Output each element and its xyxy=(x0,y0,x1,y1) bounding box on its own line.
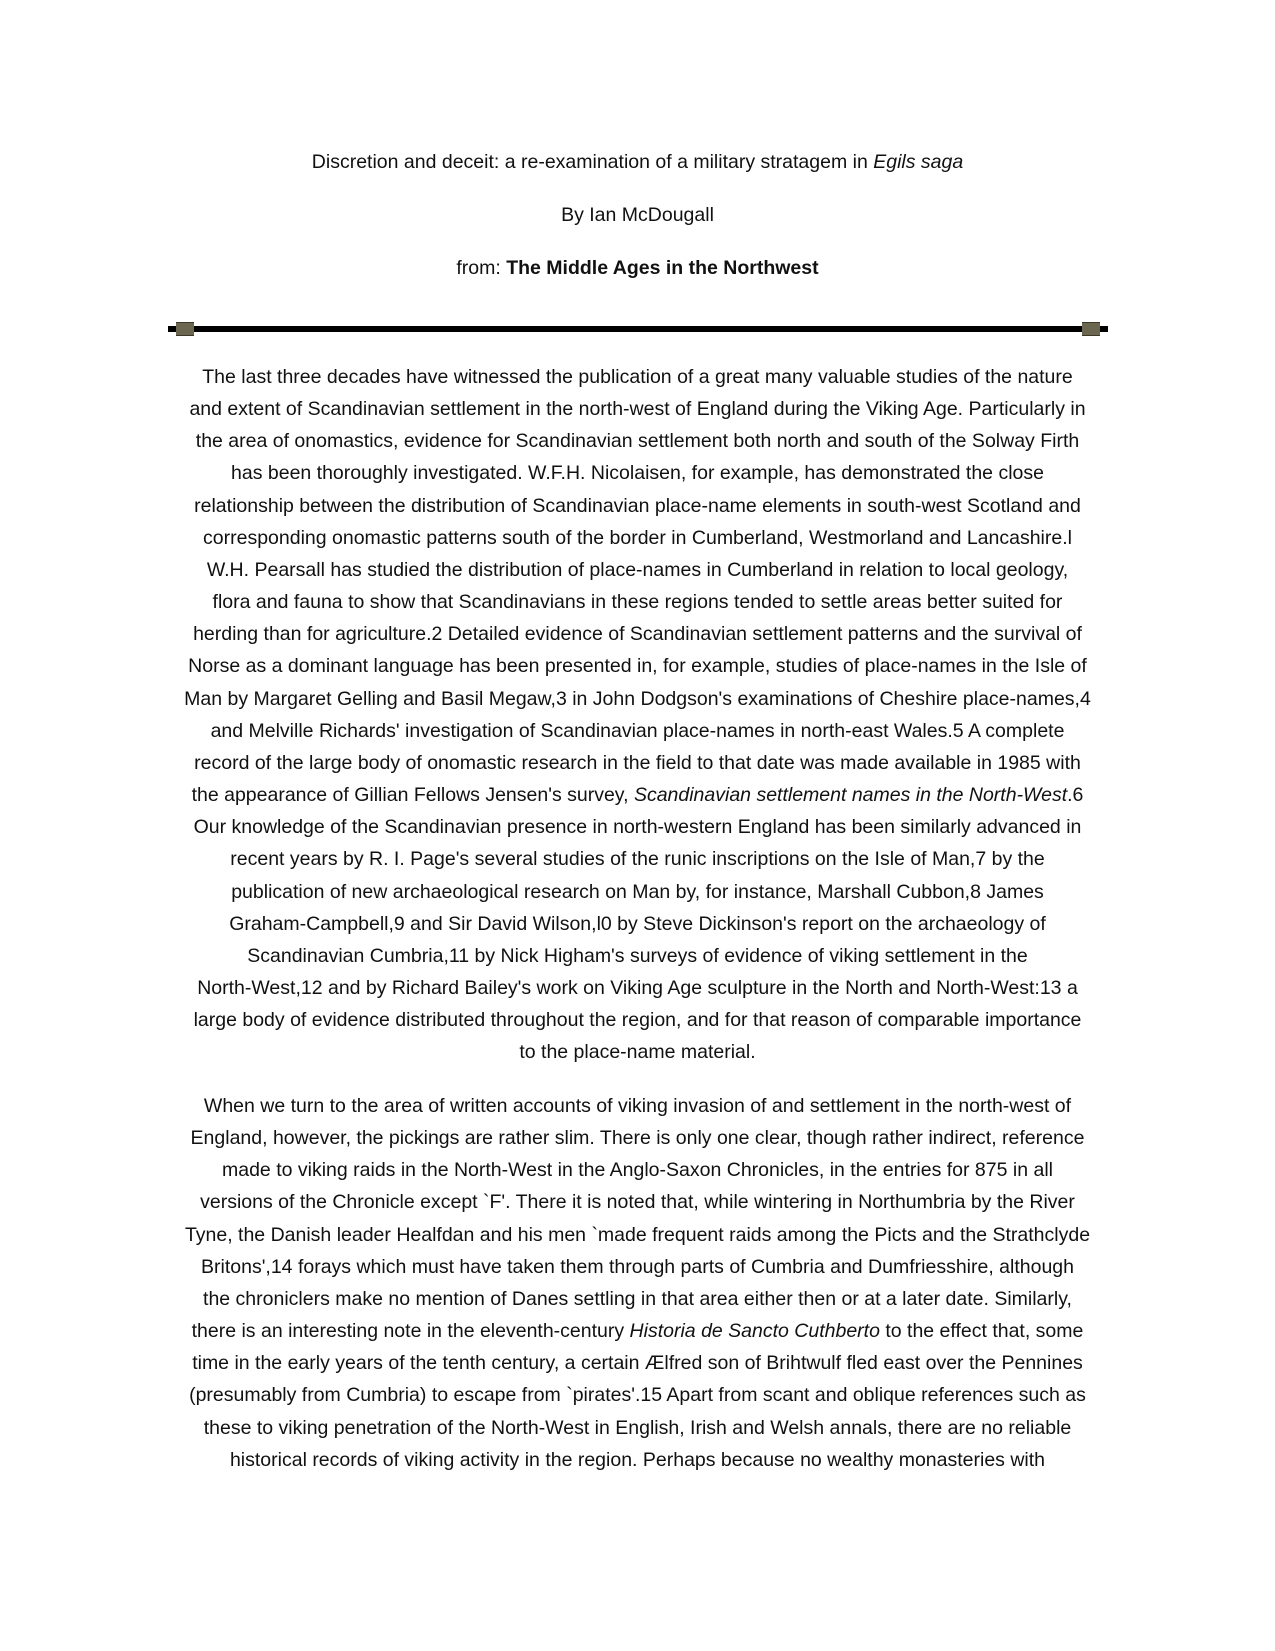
paragraph-line: Man by Margaret Gelling and Basil Megaw,3 in John Dodgson's examinations of Cheshire place-names,4 xyxy=(184,687,1091,710)
paragraph-line: Graham-Campbell,9 and Sir David Wilson,l0 by Steve Dickinson's report on the archaeology of xyxy=(229,912,1046,935)
paragraph-line: flora and fauna to show that Scandinavians in these regions tended to settle areas better suited for xyxy=(212,591,1063,614)
source-book-title: The Middle Ages in the Northwest xyxy=(506,257,819,279)
paragraph-line: North-West,12 and by Richard Bailey's work on Viking Age sculpture in the North and North-West:13 a xyxy=(197,976,1078,999)
paragraph-line: (presumably from Cumbria) to escape from `pirates'.15 Apart from scant and oblique references such as xyxy=(189,1384,1086,1407)
paragraph-line: historical records of viking activity in the region. Perhaps because no wealthy monasteries with xyxy=(229,1448,1046,1471)
paragraph-line: England, however, the pickings are rather slim. There is only one clear, though rather indirect, reference xyxy=(190,1127,1085,1150)
paragraph-line: the chroniclers make no mention of Danes settling in that area either then or at a later date. Similarly, xyxy=(203,1287,1072,1310)
paragraph-line: When we turn to the area of written accounts of viking invasion of and settlement in the north-west of xyxy=(203,1095,1072,1117)
paragraph-line: these to viking penetration of the North-West in English, Irish and Welsh annals, there are no reliable xyxy=(203,1416,1072,1439)
paragraph-line: versions of the Chronicle except `F'. There it is noted that, while wintering in Northumbria by the River xyxy=(200,1191,1075,1214)
paragraph-line: Britons',14 forays which must have taken them through parts of Cumbria and Dumfriesshire, although xyxy=(201,1255,1074,1278)
line-text: to the effect that, some xyxy=(879,1320,1084,1343)
paragraph-line: corresponding onomastic patterns south of the border in Cumberland, Westmorland and Lancashire.l xyxy=(203,526,1072,549)
paragraph-line: and extent of Scandinavian settlement in the north-west of England during the Viking Age. Particularly in xyxy=(189,398,1086,421)
paragraph-line-with-citation xyxy=(140,1315,1135,1347)
paragraph-1 xyxy=(140,361,1135,1068)
paragraph-line: has been thoroughly investigated. W.F.H. Nicolaisen, for example, has demonstrated the close xyxy=(231,462,1044,485)
article-title xyxy=(0,150,1275,174)
paragraph-line: W.H. Pearsall has studied the distribution of place-names in Cumberland in relation to local geology, xyxy=(206,558,1069,581)
paragraph-line: The last three decades have witnessed the publication of a great many valuable studies of the nature xyxy=(202,366,1073,388)
line-text: .6 xyxy=(1067,784,1084,807)
paragraph-line: Our knowledge of the Scandinavian presence in north-western England has been similarly advanced in xyxy=(193,816,1082,839)
paragraph-line: Norse as a dominant language has been presented in, for example, studies of place-names in the Isle of xyxy=(188,655,1087,678)
divider-left-cap xyxy=(176,322,194,336)
source-prefix: from: xyxy=(456,257,507,279)
paragraph-line: time in the early years of the tenth century, a certain Ælfred son of Brihtwulf fled east over the Pennines xyxy=(192,1352,1083,1375)
paragraph-line: relationship between the distribution of Scandinavian place-name elements in south-west Scotland and xyxy=(194,494,1081,517)
divider-right-cap xyxy=(1082,322,1100,336)
paragraph-line: made to viking raids in the North-West in the Anglo-Saxon Chronicles, in the entries for 875 in all xyxy=(222,1159,1053,1182)
paragraph-line: record of the large body of onomastic research in the field to that date was made available in 1985 with xyxy=(194,751,1081,774)
paragraph-line: recent years by R. I. Page's several studies of the runic inscriptions on the Isle of Man,7 by the xyxy=(230,848,1045,871)
paragraph-line: large body of evidence distributed throughout the region, and for that reason of comparable importance xyxy=(193,1009,1082,1032)
paragraph-line-with-citation xyxy=(140,779,1135,811)
paragraph-line: herding than for agriculture.2 Detailed evidence of Scandinavian settlement patterns and the survival of xyxy=(193,623,1082,646)
article-source xyxy=(0,256,1275,280)
paragraph-line: Scandinavian Cumbria,11 by Nick Higham's surveys of evidence of viking settlement in the xyxy=(247,944,1028,967)
cited-work-title: Historia de Sancto Cuthberto xyxy=(629,1320,880,1343)
article-title-italic: Egils saga xyxy=(873,151,964,173)
cited-work-title: Scandinavian settlement names in the North-West xyxy=(633,784,1068,807)
divider-bar xyxy=(168,326,1108,332)
paragraph-line: Tyne, the Danish leader Healfdan and his men `made frequent raids among the Picts and the Strathclyde xyxy=(184,1223,1091,1246)
paragraph-line: and Melville Richards' investigation of Scandinavian place-names in north-east Wales.5 A complete xyxy=(210,719,1065,742)
line-text: the appearance of Gillian Fellows Jensen's survey, xyxy=(191,784,634,807)
paragraph-line: to the place-name material. xyxy=(519,1041,756,1064)
section-divider xyxy=(168,322,1108,336)
article-title-text: Discretion and deceit: a re-examination of a military stratagem in xyxy=(311,151,874,173)
paragraph-line: the area of onomastics, evidence for Scandinavian settlement both north and south of the Solway Firth xyxy=(195,430,1080,453)
line-text: there is an interesting note in the eleventh-century xyxy=(191,1320,630,1343)
paragraph-2 xyxy=(140,1090,1135,1476)
paragraph-line: publication of new archaeological research on Man by, for instance, Marshall Cubbon,8 James xyxy=(231,880,1044,903)
article-author: By Ian McDougall xyxy=(561,204,714,226)
